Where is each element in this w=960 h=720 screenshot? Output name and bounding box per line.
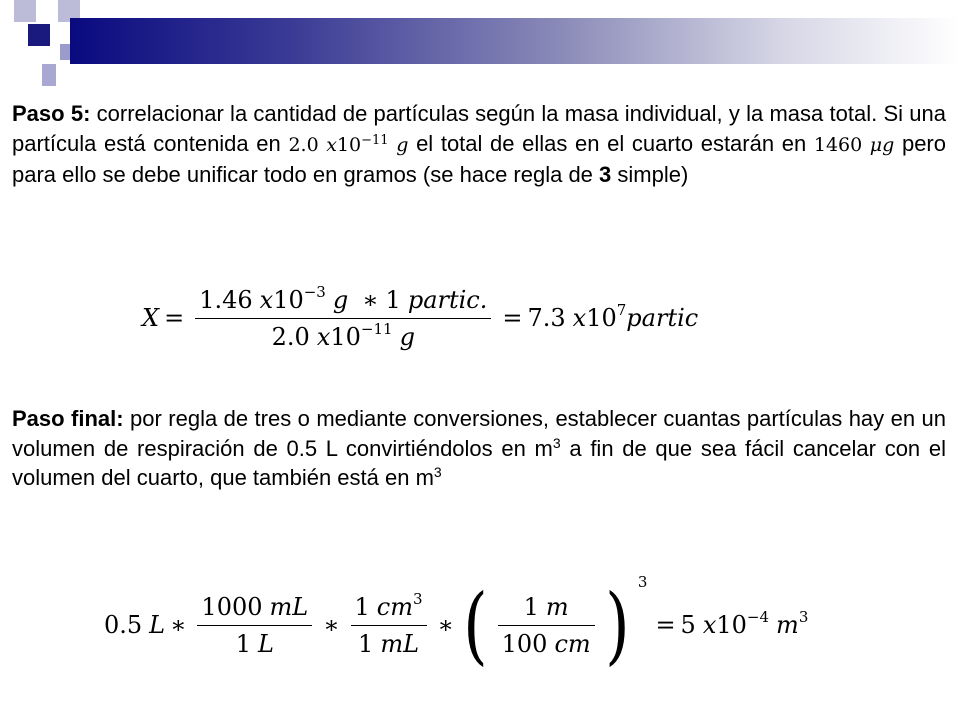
header-square xyxy=(28,24,50,46)
paso-final-paragraph xyxy=(12,404,946,493)
paso-final-heading: Paso final: xyxy=(12,406,124,431)
eq2-result: 5 $x10^{-4}$ $m^3$ xyxy=(680,608,809,639)
paso5-text-b: el total de ellas en el cuarto estarán en xyxy=(416,130,807,156)
eq2-equals: = xyxy=(655,611,676,639)
eq2-times: ∗ xyxy=(170,611,187,639)
paso5-mass-one: 2.0 $x10^{-11}$ g xyxy=(288,132,409,156)
eq1-lhs: X xyxy=(142,304,160,332)
eq1-denominator: 2.0 $x10^{-11}$ g xyxy=(195,318,491,351)
equation-volume-conversion xyxy=(104,568,808,682)
eq1-equals: = xyxy=(164,304,185,332)
header-gradient-bar xyxy=(70,18,960,64)
eq2-factor-ml: $\frac{1000 mL}{1 L}$ xyxy=(197,593,312,658)
paso-final-text-b: a fin de que sea fácil cancelar con el volumen del cuarto, que también está en m xyxy=(12,435,946,490)
paso5-heading: Paso 5: xyxy=(12,101,91,126)
eq1-fraction xyxy=(195,282,491,351)
paso5-text-d: simple) xyxy=(617,162,689,187)
eq1-result: 7.3 $x10^7partic$ xyxy=(527,301,699,332)
paso5-paragraph xyxy=(12,99,946,190)
paso-final-exp-a: 3 xyxy=(552,434,561,451)
header-square xyxy=(14,0,36,22)
paso-final-text-a: por regla de tres o mediante conversiones, establecer cuantas partículas hay en un volumen de respiración de 0.5 L convirtiéndolos en m xyxy=(12,406,946,461)
header-square xyxy=(36,0,58,22)
paso5-three: 3 xyxy=(599,162,612,187)
paso-final-exp-b: 3 xyxy=(433,464,442,480)
eq2-power: 3 xyxy=(637,573,648,591)
equation-particle-count xyxy=(142,270,698,366)
eq2-left-paren: ( xyxy=(462,576,488,674)
eq2-times: ∗ xyxy=(323,611,340,639)
eq2-factor-m: $\frac{1 m}{100 cm}$ xyxy=(498,593,595,658)
eq2-right-paren: ) xyxy=(604,576,630,674)
eq2-start: 0.5 L xyxy=(104,611,166,639)
eq2-cubed-factor xyxy=(459,573,648,674)
paso5-text-c: pero para ello se debe unificar todo en gramos (se hace regla de xyxy=(12,130,946,187)
eq1-numerator: 1.46 $x10^{-3}$ g ∗ 1 partic. xyxy=(199,282,488,314)
paso5-mass-total: 1460 μg xyxy=(813,133,895,156)
eq1-equals-result: = xyxy=(502,304,523,332)
paso5-text-a: correlacionar la cantidad de partículas según la masa individual, y la masa total. Si una partícula está contenida en xyxy=(12,101,946,156)
header-square xyxy=(42,64,56,86)
eq2-times: ∗ xyxy=(437,611,454,639)
eq2-factor-cm3: $\frac{1 cm^3}{1 mL}$ xyxy=(351,593,427,658)
